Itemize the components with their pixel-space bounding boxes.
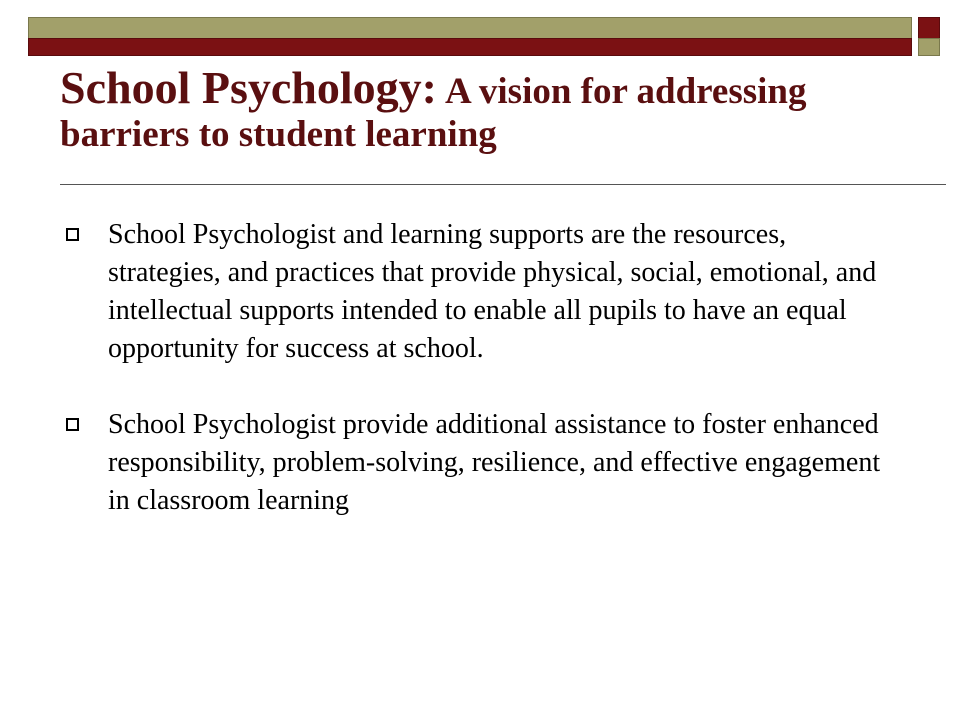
slide-title [60,62,920,155]
header-banner-maroon [28,38,912,56]
header-corner-maroon [918,17,940,39]
slide-title-sub: A vision for addressing barriers to student learning [60,71,807,155]
bullet-text: School Psychologist and learning supports are the resources, strategies, and practices that provide physical, social, emotional, and intellectual supports intended to enable all pupils to have an equal opportunity for success at school. [108,219,877,364]
bullet-list [60,216,900,558]
hollow-square-bullet-icon [66,418,79,431]
slide-title-main: School Psychology: [60,62,437,113]
bullet-text: School Psychologist provide additional assistance to foster enhanced responsibility, problem-solving, resilience, and effective engagement in classroom learning [108,409,881,516]
header-corner-olive [918,38,940,56]
header-banner-olive [28,17,912,39]
hollow-square-bullet-icon [66,228,79,241]
title-divider [60,184,946,185]
bullet-item [60,406,900,520]
bullet-item [60,216,900,368]
